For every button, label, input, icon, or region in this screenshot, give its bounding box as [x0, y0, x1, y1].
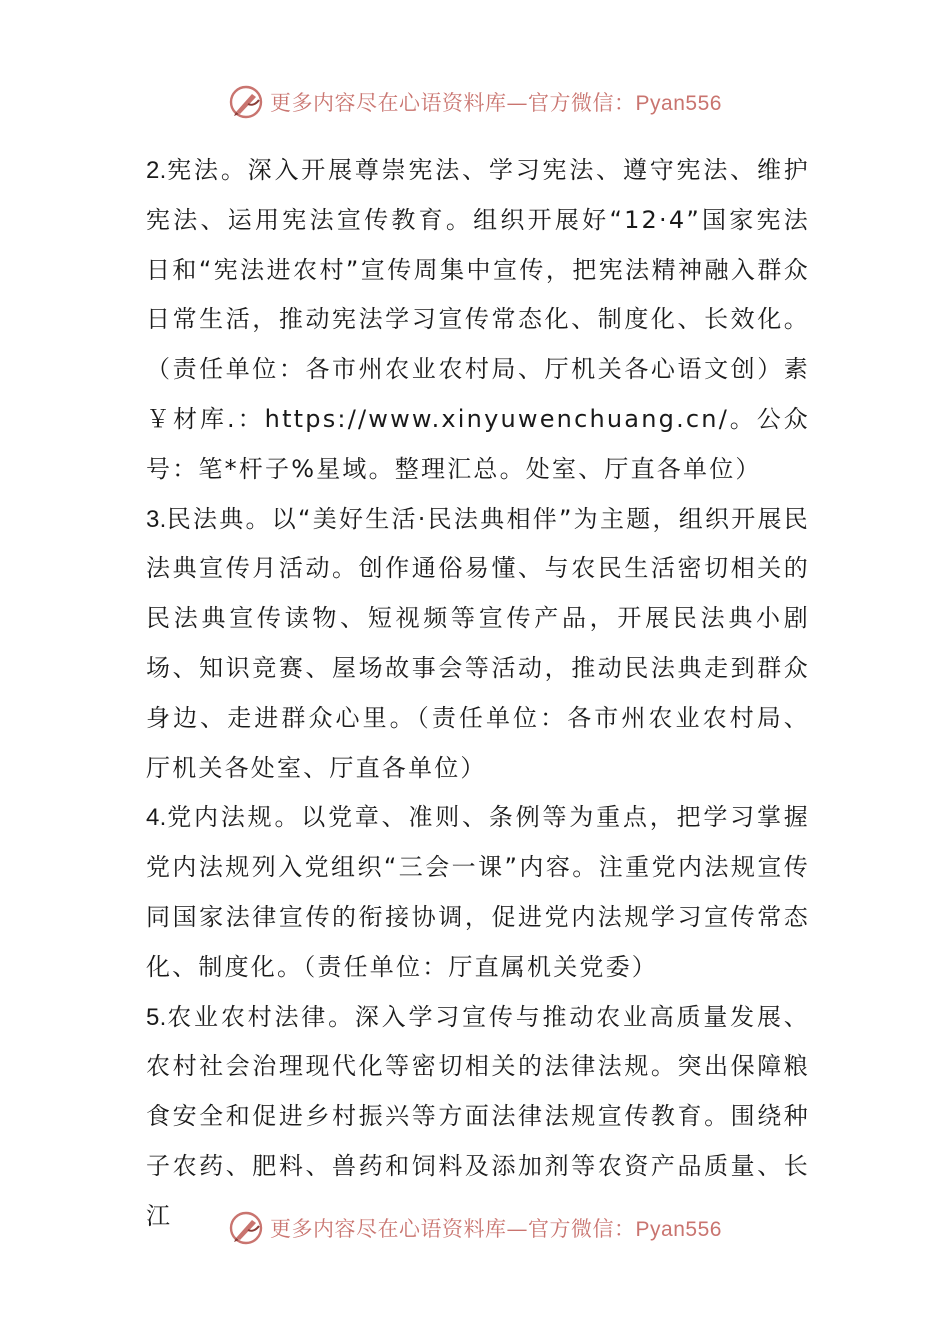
paragraph-text: 农业农村法律。深入学习宣传与推动农业高质量发展、农村社会治理现代化等密切相关的法律法规。突出保障粮食安全和促进乡村振兴等方面法律法规宣传教育。围绕种子农药、肥料、兽药和饲料及添加剂等农资产品质量、长江	[146, 1002, 810, 1230]
pen-logo-icon	[228, 1210, 264, 1246]
paragraph-text: 党内法规。以党章、准则、条例等为重点，把学习掌握党内法规列入党组织“三会一课”内容。注重党内法规宣传同国家法律宣传的衔接协调，促进党内法规学习宣传常态化、制度化。（责任单位：厅直属机关党委）	[146, 803, 810, 981]
paragraph-civil-code	[146, 495, 810, 794]
paragraph-text: 宪法。深入开展尊崇宪法、学习宪法、遵守宪法、维护宪法、运用宪法宣传教育。组织开展好“12·4”国家宪法日和“宪法进农村”宣传周集中宣传，把宪法精神融入群众日常生活，推动宪法学习宣传常态化、制度化、长效化。（责任单位：各市州农业农村局、厅机关各心语文创）素￥材库.：https://www.xinyuwenchuang.cn/。公众号：笔*杆子%星域。整理汇总。处室、厅直各单位）	[146, 156, 810, 483]
banner-text: 更多内容尽在心语资料库—官方微信：Pyan556	[270, 1217, 722, 1241]
banner-handle: Pyan556	[635, 92, 722, 115]
paragraph-number: 2.	[146, 157, 167, 184]
paragraph-text: 民法典。以“美好生活·民法典相伴”为主题，组织开展民法典宣传月活动。创作通俗易懂、与农民生活密切相关的民法典宣传读物、短视频等宣传产品，开展民法典小剧场、知识竞赛、屋场故事会等活动，推动民法典走到群众身边、走进群众心里。（责任单位：各市州农业农村局、厅机关各处室、厅直各单位）	[146, 504, 810, 782]
paragraph-number: 5.	[146, 1003, 167, 1031]
paragraph-agriculture-law	[146, 993, 810, 1242]
paragraph-constitution	[146, 146, 810, 495]
header-banner	[0, 82, 950, 122]
paragraph-party-regulations	[146, 793, 810, 992]
document-body	[146, 146, 810, 1242]
banner-handle: Pyan556	[635, 1218, 722, 1241]
pen-logo-icon	[228, 84, 264, 120]
footer-banner	[0, 1208, 950, 1248]
banner-text: 更多内容尽在心语资料库—官方微信：Pyan556	[270, 91, 722, 115]
paragraph-number: 4.	[146, 804, 167, 832]
paragraph-number: 3.	[146, 505, 167, 533]
